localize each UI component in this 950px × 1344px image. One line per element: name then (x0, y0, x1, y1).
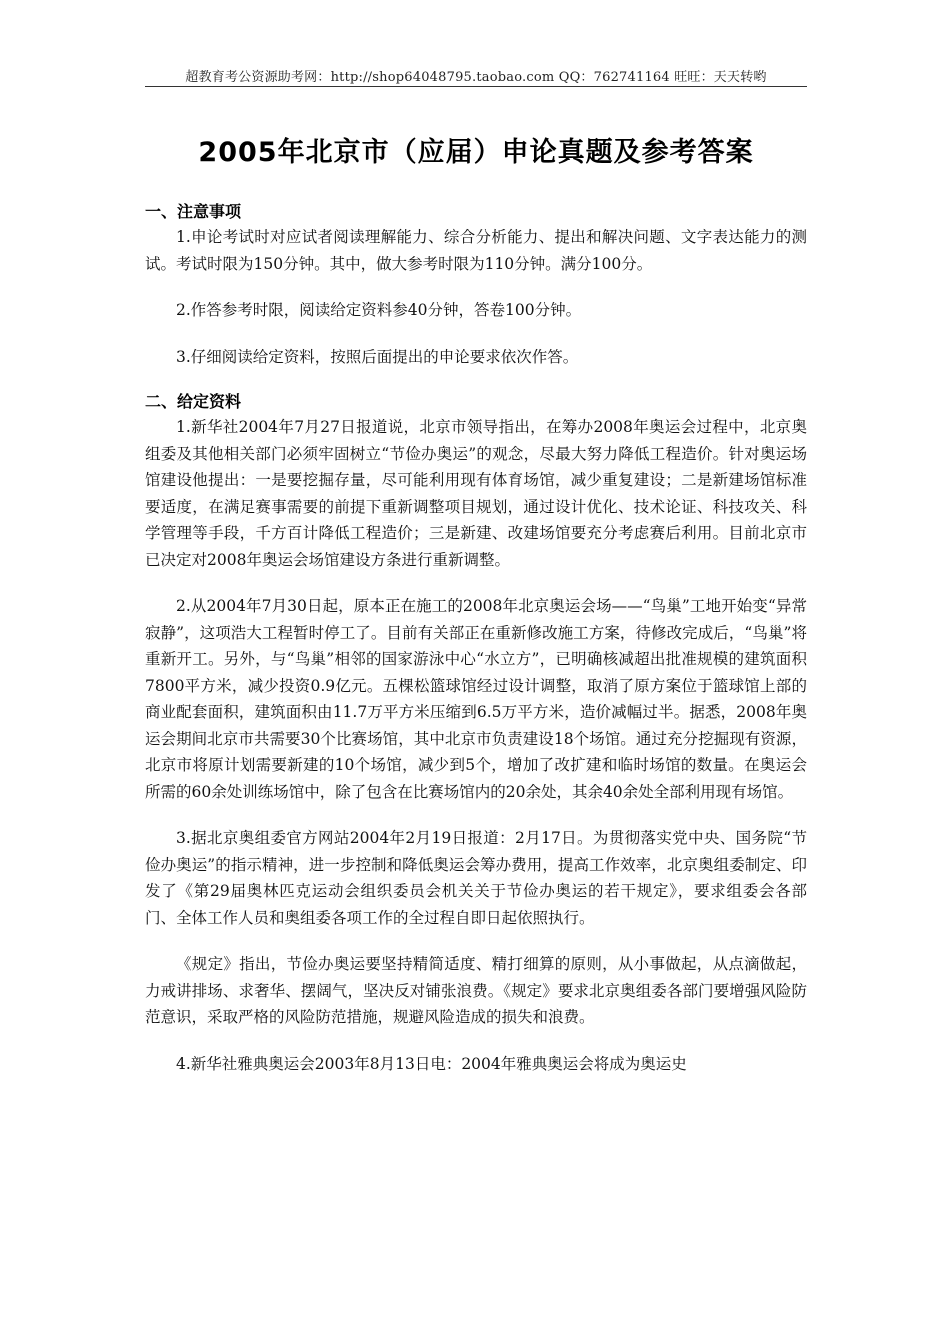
section-heading-notes: 一、注意事项 (145, 202, 242, 221)
material-paragraph: 1.新华社2004年7月27日报道说，北京市领导指出，在筹办2008年奥运会过程中，北京奥组委及其他相关部门必须牢固树立“节俭办奥运”的观念，尽最大努力降低工程造价。针对奥运场馆建设他提出：一是要挖掘存量，尽可能利用现有体育场馆，减少重复建设；二是新建场馆标准要适度，在满足赛事需要的前提下重新调整项目规划，通过设计优化、技术论证、科技攻关、科学管理等手段，千方百计降低工程造价；三是新建、改建场馆要充分考虑赛后利用。目前北京市已决定对2008年奥运会场馆建设方条进行重新调整。 (145, 418, 807, 569)
notes-item: 2.作答参考时限，阅读给定资料参40分钟，答卷100分钟。 (176, 301, 582, 319)
material-paragraph: 3.据北京奥组委官方网站2004年2月19日报道：2月17日。为贯彻落实党中央、国务院“节俭办奥运”的指示精神，进一步控制和降低奥运会筹办费用，提高工作效率，北京奥组委制定、印发了《第29届奥林匹克运动会组织委员会机关关于节俭办奥运的若干规定》，要求组委会各部门、全体工作人员和奥组委各项工作的全过程自即日起依照执行。 (145, 829, 807, 927)
header-divider (145, 86, 807, 87)
section-heading-materials: 二、给定资料 (145, 392, 242, 411)
material-paragraph: 《规定》指出，节俭办奥运要坚持精简适度、精打细算的原则，从小事做起，从点滴做起，力戒讲排场、求奢华、摆阔气，坚决反对铺张浪费。《规定》要求北京奥组委各部门要增强风险防范意识，采取严格的风险防范措施，规避风险造成的损失和浪费。 (145, 955, 807, 1026)
page-header: 超教育考公资源助考网：http://shop64048795.taobao.com QQ：762741164 旺旺：天天转哟 (185, 70, 767, 85)
material-paragraph: 2.从2004年7月30日起，原本正在施工的2008年北京奥运会场——“鸟巢”工地开始变“异常寂静”，这项浩大工程暂时停工了。目前有关部正在重新修改施工方案，待修改完成后，“鸟巢”将重新开工。另外，与“鸟巢”相邻的国家游泳中心“水立方”，已明确核减超出批准规模的建筑面积7800平方米，减少投资0.9亿元。五棵松篮球馆经过设计调整，取消了原方案位于篮球馆上部的商业配套面积，建筑面积由11.7万平方米压缩到6.5万平方米，造价减幅过半。据悉，2008年奥运会期间北京市共需要30个比赛场馆，其中北京市负责建设18个场馆。通过充分挖掘现有资源，北京市将原计划需要新建的10个场馆，减少到5个，增加了改扩建和临时场馆的数量。在奥运会所需的60余处训练场馆中，除了包含在比赛场馆内的20余处，其余40余处全部利用现有场馆。 (145, 597, 807, 801)
material-paragraph: 4.新华社雅典奥运会2003年8月13日电：2004年雅典奥运会将成为奥运史 (176, 1054, 687, 1073)
notes-item: 1.申论考试时对应试者阅读理解能力、综合分析能力、提出和解决问题、文字表达能力的测试。考试时限为150分钟。其中，做大参考时限为110分钟。满分100分。 (145, 228, 807, 273)
document-body (145, 200, 807, 1077)
document-title: 2005年北京市（应届）申论真题及参考答案 (198, 137, 754, 168)
notes-item: 3.仔细阅读给定资料，按照后面提出的申论要求依次作答。 (176, 347, 579, 366)
